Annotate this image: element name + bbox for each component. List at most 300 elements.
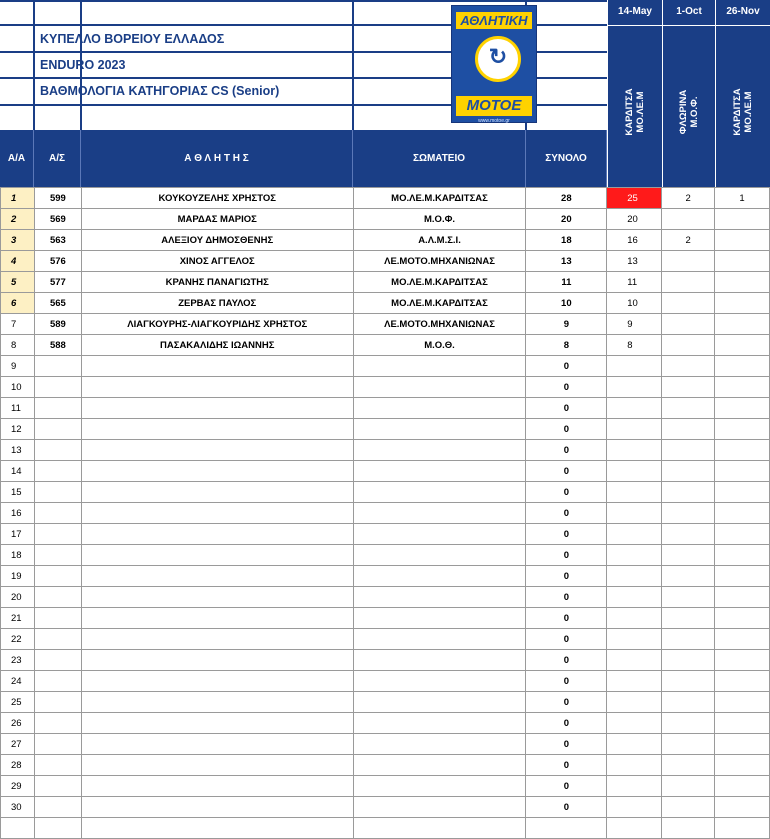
- club-cell: [353, 797, 526, 818]
- race-2-points-cell: [662, 461, 715, 482]
- table-row: [1, 755, 770, 776]
- race-1-points-cell: 9: [607, 314, 662, 335]
- athlete-name-cell: [81, 461, 353, 482]
- athlete-name-cell: ΛΙΑΓΚΟΥΡΗΣ-ΛΙΑΓΚΟΥΡΙΔΗΣ ΧΡΗΣΤΟΣ: [81, 314, 353, 335]
- club-cell: ΜΟ.ΛΕ.Μ.ΚΑΡΔΙΤΣΑΣ: [353, 188, 526, 209]
- position-cell: 12: [1, 419, 35, 440]
- race-1-points-cell: [607, 692, 662, 713]
- bib-number-cell: [34, 503, 81, 524]
- club-cell: [353, 608, 526, 629]
- bib-number-cell: 588: [34, 335, 81, 356]
- bib-number-cell: [34, 566, 81, 587]
- club-cell: [353, 377, 526, 398]
- position-cell: 30: [1, 797, 35, 818]
- club-cell: [353, 356, 526, 377]
- race-1-points-cell: [607, 713, 662, 734]
- total-points-cell: 0: [526, 776, 607, 797]
- total-points-cell: 0: [526, 650, 607, 671]
- total-points-cell: 0: [526, 692, 607, 713]
- club-cell: [353, 629, 526, 650]
- club-cell: [353, 503, 526, 524]
- table-row: [1, 608, 770, 629]
- total-points-cell: 0: [526, 713, 607, 734]
- table-row: [1, 272, 770, 293]
- total-points-cell: 18: [526, 230, 607, 251]
- total-points-cell: 0: [526, 461, 607, 482]
- race-2-points-cell: [662, 818, 715, 839]
- race-1-points-cell: [607, 818, 662, 839]
- race-2-points-cell: [662, 503, 715, 524]
- table-row: [1, 188, 770, 209]
- athlete-name-cell: [81, 524, 353, 545]
- position-cell: 26: [1, 713, 35, 734]
- athlete-name-cell: [81, 587, 353, 608]
- race-date: 14-May: [618, 6, 652, 17]
- athlete-name-cell: [81, 566, 353, 587]
- col-header-as: Α/Σ: [34, 130, 81, 187]
- race-1-points-cell: [607, 566, 662, 587]
- club-cell: Μ.Ο.Φ.: [353, 209, 526, 230]
- position-cell: 10: [1, 377, 35, 398]
- bib-number-cell: [34, 734, 81, 755]
- race-3-points-cell: [715, 692, 770, 713]
- club-cell: [353, 398, 526, 419]
- total-points-cell: 0: [526, 755, 607, 776]
- table-row: [1, 377, 770, 398]
- race-3-points-cell: [715, 230, 770, 251]
- table-row: [1, 230, 770, 251]
- bib-number-cell: [34, 692, 81, 713]
- race-1-points-cell: [607, 545, 662, 566]
- club-cell: [353, 671, 526, 692]
- table-row: [1, 419, 770, 440]
- position-cell: 7: [1, 314, 35, 335]
- bib-number-cell: [34, 356, 81, 377]
- position-cell: 17: [1, 524, 35, 545]
- bib-number-cell: [34, 671, 81, 692]
- race-1-points-cell: 10: [607, 293, 662, 314]
- bib-number-cell: [34, 461, 81, 482]
- bib-number-cell: 577: [34, 272, 81, 293]
- total-points-cell: 11: [526, 272, 607, 293]
- race-header-3: [715, 0, 770, 187]
- race-header-1: [607, 0, 662, 187]
- position-cell: 21: [1, 608, 35, 629]
- race-2-points-cell: [662, 356, 715, 377]
- race-2-points-cell: [662, 398, 715, 419]
- athlete-name-cell: [81, 797, 353, 818]
- athlete-name-cell: [81, 398, 353, 419]
- race-3-points-cell: [715, 734, 770, 755]
- table-row: [1, 503, 770, 524]
- race-2-points-cell: [662, 797, 715, 818]
- table-row: [1, 314, 770, 335]
- race-3-points-cell: [715, 356, 770, 377]
- race-header-2: [662, 0, 715, 187]
- race-3-points-cell: [715, 440, 770, 461]
- race-3-points-cell: [715, 419, 770, 440]
- race-2-points-cell: [662, 671, 715, 692]
- club-cell: [353, 524, 526, 545]
- club-cell: ΜΟ.ΛΕ.Μ.ΚΑΡΔΙΤΣΑΣ: [353, 272, 526, 293]
- position-cell: 8: [1, 335, 35, 356]
- position-cell: 27: [1, 734, 35, 755]
- position-cell: 23: [1, 650, 35, 671]
- table-row: [1, 734, 770, 755]
- club-cell: [353, 482, 526, 503]
- total-points-cell: 0: [526, 503, 607, 524]
- race-2-points-cell: [662, 209, 715, 230]
- race-1-points-cell: [607, 776, 662, 797]
- bib-number-cell: 576: [34, 251, 81, 272]
- race-1-points-cell: 8: [607, 335, 662, 356]
- total-points-cell: 0: [526, 440, 607, 461]
- club-cell: [353, 755, 526, 776]
- col-header-aa: Α/Α: [0, 130, 34, 187]
- race-1-points-cell: 20: [607, 209, 662, 230]
- position-cell: 11: [1, 398, 35, 419]
- race-3-points-cell: [715, 608, 770, 629]
- col-header-total: ΣΥΝΟΛΟ: [526, 130, 607, 187]
- table-row: [1, 335, 770, 356]
- race-2-points-cell: [662, 335, 715, 356]
- bib-number-cell: 589: [34, 314, 81, 335]
- race-3-points-cell: [715, 377, 770, 398]
- race-1-points-cell: [607, 587, 662, 608]
- position-cell: 29: [1, 776, 35, 797]
- race-1-points-cell: [607, 461, 662, 482]
- total-points-cell: 0: [526, 734, 607, 755]
- race-1-points-cell: [607, 797, 662, 818]
- table-row: [1, 440, 770, 461]
- total-points-cell: 0: [526, 482, 607, 503]
- standings-table: [0, 187, 770, 839]
- race-3-points-cell: [715, 713, 770, 734]
- race-2-points-cell: [662, 251, 715, 272]
- race-3-points-cell: [715, 335, 770, 356]
- athlete-name-cell: ΧΙΝΟΣ ΑΓΓΕΛΟΣ: [81, 251, 353, 272]
- race-3-points-cell: [715, 524, 770, 545]
- race-3-points-cell: [715, 671, 770, 692]
- bib-number-cell: [34, 608, 81, 629]
- race-2-points-cell: [662, 713, 715, 734]
- total-points-cell: 28: [526, 188, 607, 209]
- table-row: [1, 251, 770, 272]
- athlete-name-cell: [81, 671, 353, 692]
- table-row: [1, 713, 770, 734]
- position-cell: 25: [1, 692, 35, 713]
- race-3-points-cell: [715, 209, 770, 230]
- athlete-name-cell: ΚΟΥΚΟΥΖΕΛΗΣ ΧΡΗΣΤΟΣ: [81, 188, 353, 209]
- bib-number-cell: [34, 419, 81, 440]
- race-3-points-cell: [715, 566, 770, 587]
- race-2-points-cell: [662, 272, 715, 293]
- bib-number-cell: [34, 482, 81, 503]
- bib-number-cell: [34, 650, 81, 671]
- bib-number-cell: [34, 776, 81, 797]
- title-category: ΒΑΘΜΟΛΟΓΙΑ ΚΑΤΗΓΟΡΙΑΣ CS (Senior): [40, 84, 280, 98]
- race-2-points-cell: [662, 377, 715, 398]
- race-1-points-cell: [607, 629, 662, 650]
- table-row: [1, 692, 770, 713]
- race-3-points-cell: [715, 629, 770, 650]
- table-row: [1, 356, 770, 377]
- athlete-name-cell: ΚΡΑΝΗΣ ΠΑΝΑΓΙΩΤΗΣ: [81, 272, 353, 293]
- position-cell: 2: [1, 209, 35, 230]
- position-cell: 3: [1, 230, 35, 251]
- total-points-cell: 0: [526, 377, 607, 398]
- bib-number-cell: 565: [34, 293, 81, 314]
- club-cell: [353, 419, 526, 440]
- bib-number-cell: [34, 713, 81, 734]
- athlete-name-cell: ΠΑΣΑΚΑΛΙΔΗΣ ΙΩΑΝΝΗΣ: [81, 335, 353, 356]
- race-2-points-cell: [662, 587, 715, 608]
- club-cell: [353, 566, 526, 587]
- club-cell: [353, 545, 526, 566]
- race-2-points-cell: [662, 314, 715, 335]
- race-3-points-cell: [715, 755, 770, 776]
- position-cell: 1: [1, 188, 35, 209]
- total-points-cell: 10: [526, 293, 607, 314]
- race-2-points-cell: [662, 608, 715, 629]
- race-2-points-cell: [662, 629, 715, 650]
- race-2-points-cell: [662, 755, 715, 776]
- table-row: [1, 797, 770, 818]
- logo-bottom-text: ΜΟΤΟΕ: [456, 96, 532, 116]
- position-cell: 5: [1, 272, 35, 293]
- total-points-cell: 9: [526, 314, 607, 335]
- race-3-points-cell: [715, 482, 770, 503]
- total-points-cell: 0: [526, 419, 607, 440]
- race-1-points-cell: [607, 524, 662, 545]
- race-3-points-cell: [715, 272, 770, 293]
- logo-url: www.motoe.gr: [478, 118, 510, 124]
- position-cell: 4: [1, 251, 35, 272]
- athlete-name-cell: [81, 419, 353, 440]
- position-cell: 6: [1, 293, 35, 314]
- athlete-name-cell: ΖΕΡΒΑΣ ΠΑΥΛΟΣ: [81, 293, 353, 314]
- club-cell: [353, 818, 526, 839]
- total-points-cell: 8: [526, 335, 607, 356]
- bib-number-cell: [34, 587, 81, 608]
- race-date: 1-Oct: [676, 6, 702, 17]
- race-venue: ΚΑΡΔΙΤΣΑ ΜΟ.ΛΕ.Μ: [624, 88, 646, 136]
- table-row: [1, 587, 770, 608]
- race-1-points-cell: [607, 440, 662, 461]
- race-1-points-cell: [607, 755, 662, 776]
- race-2-points-cell: [662, 734, 715, 755]
- club-cell: Μ.Ο.Θ.: [353, 335, 526, 356]
- race-1-points-cell: [607, 356, 662, 377]
- club-cell: ΛΕ.ΜΟΤΟ.ΜΗΧΑΝΙΩΝΑΣ: [353, 314, 526, 335]
- total-points-cell: 0: [526, 398, 607, 419]
- logo-top-text: ΑΘΛΗΤΙΚΗ: [456, 12, 532, 29]
- table-row: [1, 209, 770, 230]
- bib-number-cell: [34, 755, 81, 776]
- position-cell: 18: [1, 545, 35, 566]
- table-row: [1, 566, 770, 587]
- race-3-points-cell: 1: [715, 188, 770, 209]
- logo-emblem-icon: ↻: [475, 36, 521, 82]
- race-2-points-cell: [662, 419, 715, 440]
- athlete-name-cell: [81, 818, 353, 839]
- race-3-points-cell: [715, 251, 770, 272]
- bib-number-cell: [34, 440, 81, 461]
- race-2-points-cell: [662, 545, 715, 566]
- table-row: [1, 524, 770, 545]
- race-3-points-cell: [715, 545, 770, 566]
- race-1-points-cell: [607, 482, 662, 503]
- bib-number-cell: 569: [34, 209, 81, 230]
- club-cell: [353, 776, 526, 797]
- col-header-club: ΣΩΜΑΤΕΙΟ: [353, 130, 526, 187]
- race-1-points-cell: [607, 608, 662, 629]
- total-points-cell: 0: [526, 566, 607, 587]
- total-points-cell: [526, 818, 607, 839]
- race-3-points-cell: [715, 776, 770, 797]
- total-points-cell: 0: [526, 524, 607, 545]
- table-row: [1, 818, 770, 839]
- athlete-name-cell: [81, 545, 353, 566]
- athlete-name-cell: ΑΛΕΞΙΟΥ ΔΗΜΟΣΘΕΝΗΣ: [81, 230, 353, 251]
- total-points-cell: 20: [526, 209, 607, 230]
- race-1-points-cell: [607, 503, 662, 524]
- table-row: [1, 629, 770, 650]
- total-points-cell: 0: [526, 587, 607, 608]
- athlete-name-cell: [81, 356, 353, 377]
- race-2-points-cell: 2: [662, 188, 715, 209]
- club-cell: Α.Λ.Μ.Σ.Ι.: [353, 230, 526, 251]
- bib-number-cell: [34, 818, 81, 839]
- athlete-name-cell: [81, 440, 353, 461]
- athlete-name-cell: [81, 776, 353, 797]
- total-points-cell: 0: [526, 356, 607, 377]
- bib-number-cell: 563: [34, 230, 81, 251]
- race-2-points-cell: [662, 566, 715, 587]
- race-3-points-cell: [715, 587, 770, 608]
- race-3-points-cell: [715, 650, 770, 671]
- position-cell: 19: [1, 566, 35, 587]
- position-cell: [1, 818, 35, 839]
- race-2-points-cell: [662, 776, 715, 797]
- race-2-points-cell: [662, 524, 715, 545]
- table-row: [1, 776, 770, 797]
- club-cell: [353, 587, 526, 608]
- total-points-cell: 13: [526, 251, 607, 272]
- race-date: 26-Nov: [726, 6, 760, 17]
- race-3-points-cell: [715, 503, 770, 524]
- race-3-points-cell: [715, 314, 770, 335]
- position-cell: 28: [1, 755, 35, 776]
- club-cell: [353, 461, 526, 482]
- bib-number-cell: [34, 377, 81, 398]
- club-cell: [353, 650, 526, 671]
- athlete-name-cell: [81, 713, 353, 734]
- bib-number-cell: [34, 629, 81, 650]
- race-2-points-cell: [662, 293, 715, 314]
- race-2-points-cell: 2: [662, 230, 715, 251]
- position-cell: 22: [1, 629, 35, 650]
- athlete-name-cell: [81, 503, 353, 524]
- position-cell: 13: [1, 440, 35, 461]
- bib-number-cell: 599: [34, 188, 81, 209]
- bib-number-cell: [34, 524, 81, 545]
- position-cell: 20: [1, 587, 35, 608]
- bib-number-cell: [34, 398, 81, 419]
- athlete-name-cell: ΜΑΡΔΑΣ ΜΑΡΙΟΣ: [81, 209, 353, 230]
- table-row: [1, 293, 770, 314]
- club-cell: ΛΕ.ΜΟΤΟ.ΜΗΧΑΝΙΩΝΑΣ: [353, 251, 526, 272]
- race-1-points-cell: 16: [607, 230, 662, 251]
- table-row: [1, 650, 770, 671]
- table-row: [1, 398, 770, 419]
- race-2-points-cell: [662, 650, 715, 671]
- athlete-name-cell: [81, 629, 353, 650]
- total-points-cell: 0: [526, 671, 607, 692]
- club-cell: ΜΟ.ΛΕ.Μ.ΚΑΡΔΙΤΣΑΣ: [353, 293, 526, 314]
- race-1-points-cell: 13: [607, 251, 662, 272]
- title-cup: ΚΥΠΕΛΛΟ ΒΟΡΕΙΟΥ ΕΛΛΑΔΟΣ: [40, 32, 225, 46]
- bib-number-cell: [34, 545, 81, 566]
- position-cell: 9: [1, 356, 35, 377]
- bib-number-cell: [34, 797, 81, 818]
- race-1-points-cell: [607, 734, 662, 755]
- position-cell: 15: [1, 482, 35, 503]
- race-venue: ΦΛΩΡΙΝΑ Μ.Ο.Φ.: [678, 89, 700, 135]
- total-points-cell: 0: [526, 545, 607, 566]
- position-cell: 24: [1, 671, 35, 692]
- club-cell: [353, 713, 526, 734]
- table-row: [1, 461, 770, 482]
- athlete-name-cell: [81, 482, 353, 503]
- race-1-points-cell: [607, 419, 662, 440]
- club-cell: [353, 692, 526, 713]
- race-1-points-cell: 11: [607, 272, 662, 293]
- total-points-cell: 0: [526, 797, 607, 818]
- race-1-points-cell: 25: [607, 188, 662, 209]
- table-row: [1, 482, 770, 503]
- race-3-points-cell: [715, 461, 770, 482]
- position-cell: 16: [1, 503, 35, 524]
- athlete-name-cell: [81, 377, 353, 398]
- athlete-name-cell: [81, 692, 353, 713]
- race-1-points-cell: [607, 377, 662, 398]
- table-row: [1, 545, 770, 566]
- race-1-points-cell: [607, 398, 662, 419]
- race-2-points-cell: [662, 440, 715, 461]
- total-points-cell: 0: [526, 608, 607, 629]
- race-3-points-cell: [715, 398, 770, 419]
- race-1-points-cell: [607, 671, 662, 692]
- motoe-logo: [451, 5, 537, 123]
- race-1-points-cell: [607, 650, 662, 671]
- table-row: [1, 671, 770, 692]
- col-header-athlete: Α Θ Λ Η Τ Η Σ: [81, 130, 353, 187]
- position-cell: 14: [1, 461, 35, 482]
- title-season: ENDURO 2023: [40, 58, 126, 72]
- race-2-points-cell: [662, 692, 715, 713]
- race-3-points-cell: [715, 293, 770, 314]
- race-2-points-cell: [662, 482, 715, 503]
- race-3-points-cell: [715, 818, 770, 839]
- athlete-name-cell: [81, 608, 353, 629]
- total-points-cell: 0: [526, 629, 607, 650]
- race-venue: ΚΑΡΔΙΤΣΑ ΜΟ.ΛΕ.Μ: [732, 88, 754, 136]
- race-3-points-cell: [715, 797, 770, 818]
- club-cell: [353, 440, 526, 461]
- athlete-name-cell: [81, 734, 353, 755]
- club-cell: [353, 734, 526, 755]
